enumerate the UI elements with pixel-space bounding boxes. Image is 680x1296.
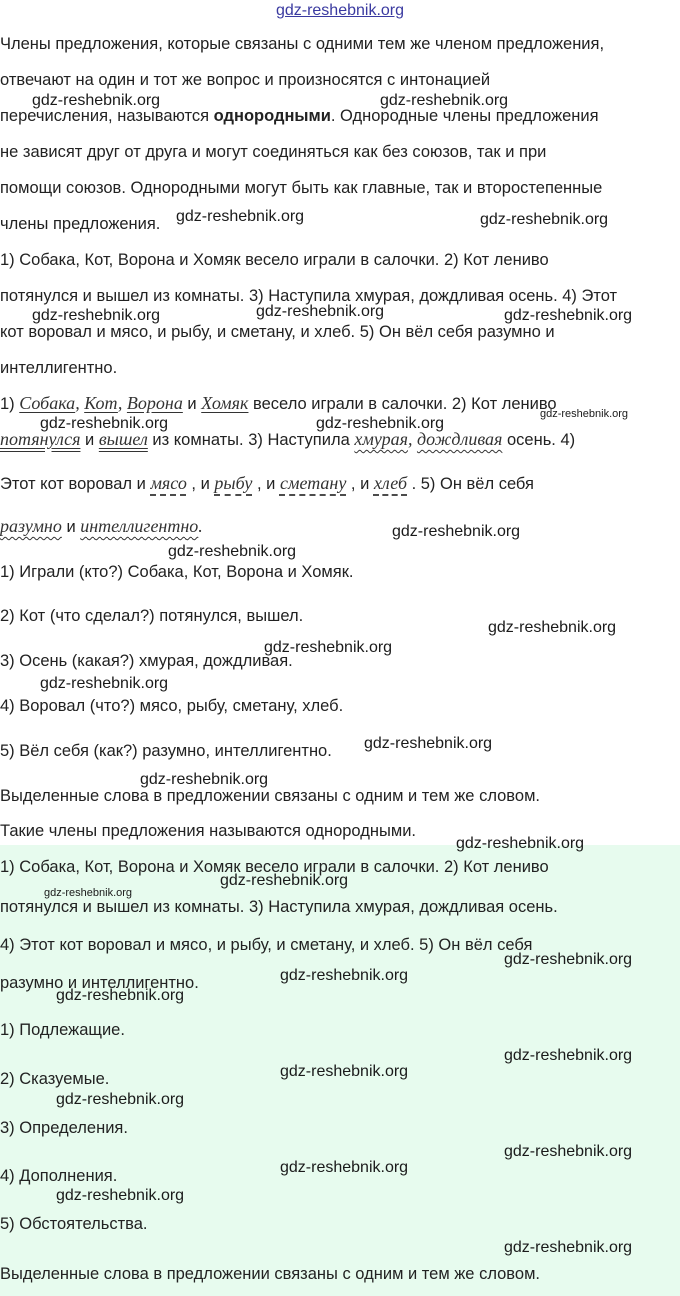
- watermark: gdz-reshebnik.org: [40, 675, 169, 692]
- watermark: gdz-reshebnik.org: [504, 1239, 633, 1256]
- intro-text: . Однородные члены предложения: [330, 107, 599, 125]
- answer-list-item: 5) Обстоятельства.: [0, 1215, 148, 1233]
- watermark: gdz-reshebnik.org: [504, 1143, 633, 1160]
- intro-line-1: Члены предложения, которые связаны с одними тем же членом предложения,: [0, 35, 605, 53]
- object-word: рыбу: [214, 473, 253, 493]
- subject-word: Кот: [84, 393, 118, 413]
- watermark: gdz-reshebnik.org: [392, 523, 521, 540]
- question-line-1: 1) Играли (кто?) Собака, Кот, Ворона и Хомяк.: [0, 563, 354, 581]
- intro-line-6: члены предложения.: [0, 215, 161, 233]
- question-line-4: 4) Воровал (что?) мясо, рыбу, сметану, хлеб.: [0, 697, 344, 715]
- top-watermark-link[interactable]: gdz-reshebnik.org: [275, 2, 405, 19]
- watermark: gdz-reshebnik.org: [56, 987, 185, 1004]
- watermark: gdz-reshebnik.org: [504, 307, 633, 324]
- marked-line-4: [0, 516, 680, 537]
- watermark: gdz-reshebnik.org: [280, 967, 409, 984]
- term-odnorodnye: однородными: [213, 107, 331, 125]
- answer-list-item: 2) Сказуемые.: [0, 1070, 110, 1088]
- watermark: gdz-reshebnik.org: [32, 92, 161, 109]
- watermark: gdz-reshebnik.org: [380, 92, 509, 109]
- answer-list-item: 3) Определения.: [0, 1119, 128, 1137]
- marked-text: и: [182, 395, 202, 413]
- question-line-3: 3) Осень (какая?) хмурая, дождливая.: [0, 652, 293, 670]
- watermark: gdz-reshebnik.org: [456, 835, 585, 852]
- answer-line-2: потянулся и вышел из комнаты. 3) Наступила хмурая, дождливая осень.: [0, 898, 558, 916]
- watermark: gdz-reshebnik.org: [488, 619, 617, 636]
- sentence-line-2: потянулся и вышел из комнаты. 3) Наступила хмурая, дождливая осень. 4) Этот: [0, 287, 618, 305]
- watermark: gdz-reshebnik.org: [32, 307, 161, 324]
- watermark: gdz-reshebnik.org: [480, 211, 609, 228]
- marked-line-3: [0, 473, 680, 494]
- watermark: gdz-reshebnik.org: [364, 735, 493, 752]
- predicate-word: потянулся: [0, 429, 81, 449]
- watermark: gdz-reshebnik.org: [280, 1159, 409, 1176]
- marked-text: осень. 4): [502, 431, 576, 449]
- sentence-line-3: кот воровал и мясо, и рыбу, и сметану, и хлеб. 5) Он вёл себя разумно и: [0, 323, 555, 341]
- predicate-word: вышел: [98, 429, 148, 449]
- watermark: gdz-reshebnik.org: [40, 415, 169, 432]
- question-line-5: 5) Вёл себя (как?) разумно, интеллигентно.: [0, 742, 332, 760]
- marked-text: ,: [407, 429, 417, 449]
- object-word: мясо: [150, 473, 187, 493]
- sentence-line-1: 1) Собака, Кот, Ворона и Хомяк весело играли в салочки. 2) Кот лениво: [0, 251, 549, 269]
- marked-text: 1): [0, 395, 20, 413]
- watermark: gdz-reshebnik.org: [176, 208, 305, 225]
- watermark: gdz-reshebnik.org: [280, 1063, 409, 1080]
- marked-text: .: [198, 516, 203, 536]
- question-line-2: 2) Кот (что сделал?) потянулся, вышел.: [0, 607, 304, 625]
- marked-text: , и: [252, 475, 280, 493]
- marked-text: из комнаты. 3) Наступила: [147, 431, 355, 449]
- attribute-word: хмурая: [354, 429, 408, 449]
- marked-text: Этот кот воровал и: [0, 475, 151, 493]
- watermark: gdz-reshebnik.org: [264, 639, 393, 656]
- intro-line-5: помощи союзов. Однородными могут быть как главные, так и второстепенные: [0, 179, 603, 197]
- marked-text: , и: [186, 475, 215, 493]
- marked-text: весело играли в салочки. 2) Кот лениво: [248, 395, 557, 413]
- intro-text: перечисления, называются: [0, 107, 214, 125]
- adverbial-word: интеллигентно: [80, 516, 199, 536]
- watermark: gdz-reshebnik.org: [44, 887, 133, 899]
- watermark: gdz-reshebnik.org: [504, 951, 633, 968]
- answer-line-4: разумно и интеллигентно.: [0, 974, 199, 992]
- watermark: gdz-reshebnik.org: [140, 771, 269, 788]
- marked-text: , и: [346, 475, 374, 493]
- watermark: gdz-reshebnik.org: [540, 408, 629, 420]
- watermark: gdz-reshebnik.org: [220, 872, 349, 889]
- watermark: gdz-reshebnik.org: [56, 1187, 185, 1204]
- subject-word: Хомяк: [201, 393, 249, 413]
- watermark: gdz-reshebnik.org: [316, 415, 445, 432]
- adverbial-word: разумно: [0, 516, 62, 536]
- conclusion-line-2: Такие члены предложения называются однородными.: [0, 822, 416, 840]
- marked-line-1: 1) Собака, Кот, Ворона и Хомяк весело играли в салочки. 2) Кот лениво: [0, 393, 557, 413]
- watermark: gdz-reshebnik.org: [168, 543, 297, 560]
- marked-text: и: [80, 431, 99, 449]
- answer-conclusion: Выделенные слова в предложении связаны с одним и тем же словом.: [0, 1265, 540, 1283]
- answer-line-1: 1) Собака, Кот, Ворона и Хомяк весело играли в салочки. 2) Кот лениво: [0, 858, 549, 876]
- object-word: хлеб: [373, 473, 407, 493]
- watermark: gdz-reshebnik.org: [504, 1047, 633, 1064]
- answer-line-3: 4) Этот кот воровал и мясо, и рыбу, и сметану, и хлеб. 5) Он вёл себя: [0, 936, 533, 954]
- answer-list-item: 1) Подлежащие.: [0, 1021, 125, 1039]
- marked-text: и: [61, 518, 81, 536]
- subject-word: Ворона: [126, 393, 183, 413]
- object-word: сметану: [279, 473, 347, 493]
- attribute-word: дождливая: [416, 429, 503, 449]
- marked-text: . 5) Он вёл себя: [407, 475, 534, 493]
- answer-list-item: 4) Дополнения.: [0, 1167, 118, 1185]
- watermark: gdz-reshebnik.org: [256, 303, 385, 320]
- conclusion-line-1: Выделенные слова в предложении связаны с одним и тем же словом.: [0, 787, 540, 805]
- watermark: gdz-reshebnik.org: [56, 1091, 185, 1108]
- sentence-line-4: интеллигентно.: [0, 359, 118, 377]
- intro-line-2: отвечают на один и тот же вопрос и произносятся с интонацией: [0, 71, 491, 89]
- intro-line-4: не зависят друг от друга и могут соединяться как без союзов, так и при: [0, 143, 547, 161]
- subject-word: Собака: [19, 393, 76, 413]
